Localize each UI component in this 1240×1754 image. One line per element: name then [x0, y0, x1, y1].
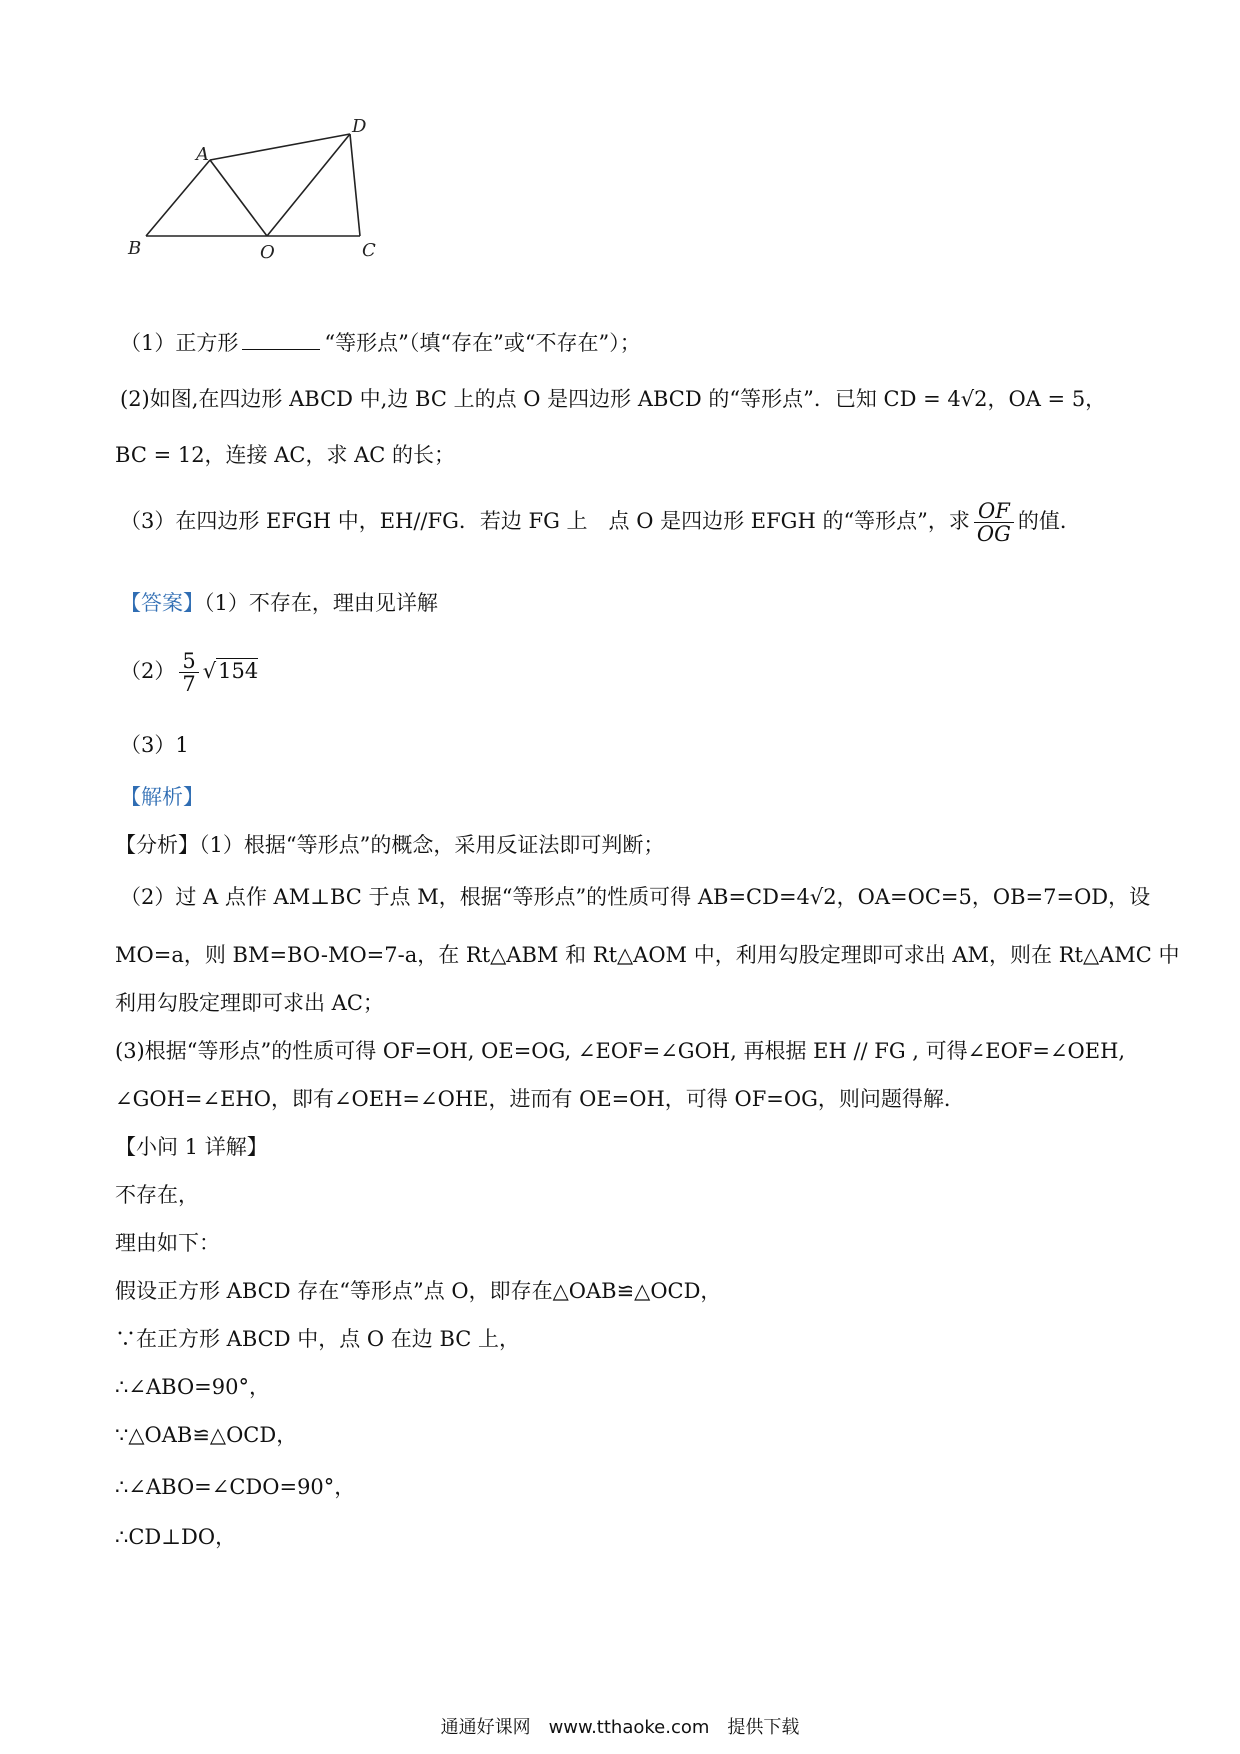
answer-2: （2） $\frac{5}{7}$ √154 [120, 649, 259, 697]
answer-1: 【答案】（1）不存在，理由见详解 [120, 591, 438, 615]
analysis-line-4: 利用勾股定理即可求出 AC； [115, 991, 384, 1015]
analysis-line-5: (3)根据“等形点”的性质可得 OF=OH, OE=OG, ∠EOF=∠GOH, 再根据 EH // FG , 可得∠EOF=∠OEH, [115, 1039, 1126, 1063]
detail-line-3: 假设正方形 ABCD 存在“等形点”点 O，即存在△OAB≌△OCD， [115, 1279, 722, 1303]
question-2-line-2: BC = 12，连接 AC，求 AC 的长； [115, 443, 456, 467]
label-c: C [362, 240, 376, 261]
detail-title: 【小问 1 详解】 [115, 1135, 268, 1159]
detail-line-2: 理由如下： [115, 1231, 220, 1255]
label-b: B [128, 238, 142, 259]
answer-tag: 【答案】 [120, 591, 204, 615]
segment-do [267, 134, 350, 236]
fraction-of-og: $\frac{OF}{OG}$ [974, 500, 1014, 545]
segment-ab [146, 160, 210, 236]
answer-3: （3）1 [120, 733, 189, 757]
detail-line-7: ∴∠ABO=∠CDO=90°， [115, 1475, 356, 1499]
analysis-tag: 【解析】 [120, 785, 204, 809]
segment-ad [210, 134, 350, 160]
detail-line-1: 不存在， [115, 1183, 199, 1207]
sqrt-sign: √ [202, 659, 217, 684]
detail-line-6: ∵△OAB≌△OCD， [115, 1423, 298, 1447]
analysis-line-1: 【分析】（1）根据“等形点”的概念，采用反证法即可判断； [115, 833, 665, 857]
question-1: （1）正方形 “等形点”（填“存在”或“不存在”）； [120, 331, 641, 355]
segment-ao [210, 160, 267, 236]
detail-line-5: ∴∠ABO=90°， [115, 1375, 270, 1399]
detail-line-4: ∵在正方形 ABCD 中，点 O 在边 BC 上， [115, 1327, 521, 1351]
answer-2-fraction: $\frac{5}{7}$ [179, 650, 198, 695]
question-2-line-1: (2)如图,在四边形 ABCD 中,边 BC 上的点 O 是四边形 ABCD 的“等形点”．已知 CD = 4√2，OA = 5， [120, 387, 1107, 411]
label-d: D [352, 118, 367, 137]
detail-line-8: ∴CD⊥DO， [115, 1525, 237, 1549]
question-3: （3）在四边形 EFGH 中，EH//FG．若边 FG 上 点 O 是四边形 EFGH 的“等形点”，求 $\frac{OF}{OG}$ 的值． [120, 499, 1081, 547]
analysis-line-2: （2）过 A 点作 AM⊥BC 于点 M，根据“等形点”的性质可得 AB=CD=4√2，OA=OC=5，OB=7=OD，设 [120, 885, 1151, 909]
label-o: O [260, 242, 275, 263]
segment-dc [350, 134, 360, 236]
analysis-line-6: ∠GOH=∠EHO，即有∠OEH=∠OHE，进而有 OE=OH，可得 OF=OG，则问题得解． [115, 1087, 965, 1111]
footer-watermark: 通通好课网 www.tthaoke.com 提供下载 [440, 1717, 800, 1738]
label-a: A [196, 144, 209, 165]
answer-blank [242, 349, 320, 350]
quadrilateral-figure [120, 118, 440, 298]
analysis-line-3: MO=a，则 BM=BO-MO=7-a，在 Rt△ABM 和 Rt△AOM 中，利用勾股定理即可求出 AM，则在 Rt△AMC 中 [115, 943, 1180, 967]
